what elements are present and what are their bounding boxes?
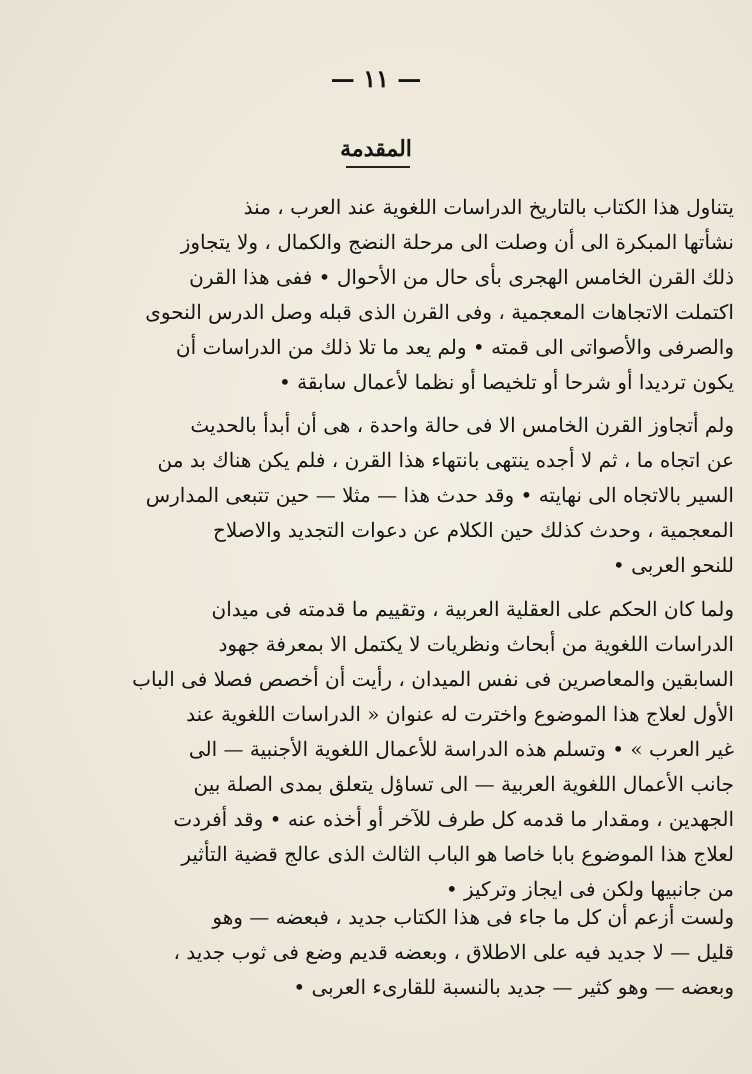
text-line: السير بالاتجاه الى نهايته • وقد حدث هذا — مثلا — حين تتبعى المدارس xyxy=(145,483,734,507)
text-line: غير العرب » • وتسلم هذه الدراسة للأعمال اللغوية الأجنبية — الى xyxy=(188,737,734,761)
text-line: لعلاج هذا الموضوع بابا خاصا هو الباب الثالث الذى عالج قضية التأثير xyxy=(181,842,734,866)
text-line: المعجمية ، وحدث كذلك حين الكلام عن دعوات التجديد والاصلاح xyxy=(212,518,734,542)
text-line: ذلك القرن الخامس الهجرى بأى حال من الأحوال • ففى هذا القرن xyxy=(189,265,734,289)
text-line: الجهدين ، ومقدار ما قدمه كل طرف للآخر أو أخذه عنه • وقد أفردت xyxy=(173,807,734,831)
paragraph-4 xyxy=(94,900,734,1005)
text-line: السابقين والمعاصرين فى نفس الميدان ، رأيت أن أخصص فصلا فى الباب xyxy=(132,667,734,691)
text-line: الدراسات اللغوية من أبحاث ونظريات لا يكتمل الا بمعرفة جهود xyxy=(218,632,734,656)
text-line: عن اتجاه ما ، ثم لا أجده ينتهى بانتهاء هذا القرن ، فلم يكن هناك بد من xyxy=(157,448,734,472)
text-line: جانب الأعمال اللغوية العربية — الى تساؤل يتعلق بمدى الصلة بين xyxy=(193,772,734,796)
text-line: ولم أتجاوز القرن الخامس الا فى حالة واحدة ، هى أن أبدأ بالحديث xyxy=(190,413,734,437)
text-line: يتناول هذا الكتاب بالتاريخ الدراسات اللغوية عند العرب ، منذ xyxy=(243,195,734,219)
page-title: المقدمة xyxy=(340,136,412,162)
text-line: وبعضه — وهو كثير — جديد بالنسبة للقارىء العربى • xyxy=(293,975,734,999)
page-number: — ١١ — xyxy=(330,64,422,93)
text-line: للنحو العربى • xyxy=(612,553,734,577)
title-underline xyxy=(346,166,410,168)
paragraph-3 xyxy=(94,592,734,907)
text-line: الأول لعلاج هذا الموضوع واخترت له عنوان « الدراسات اللغوية عند xyxy=(186,702,734,726)
paragraph-1 xyxy=(94,190,734,400)
text-line: من جانبيها ولكن فى ايجاز وتركيز • xyxy=(445,877,734,901)
text-line: نشأتها المبكرة الى أن وصلت الى مرحلة النضج والكمال ، ولا يتجاوز xyxy=(180,230,734,254)
text-line: اكتملت الاتجاهات المعجمية ، وفى القرن الذى قبله وصل الدرس النحوى xyxy=(145,300,734,324)
text-line: ولست أزعم أن كل ما جاء فى هذا الكتاب جديد ، فبعضه — وهو xyxy=(212,905,734,929)
text-line: يكون ترديدا أو شرحا أو تلخيصا أو نظما لأعمال سابقة • xyxy=(278,370,734,394)
text-line: ولما كان الحكم على العقلية العربية ، وتقييم ما قدمته فى ميدان xyxy=(211,597,734,621)
text-line: والصرفى والأصواتى الى قمته • ولم يعد ما تلا ذلك من الدراسات أن xyxy=(175,335,734,359)
paragraph-2 xyxy=(94,408,734,583)
text-line: قليل — لا جديد فيه على الاطلاق ، وبعضه قديم وضع فى ثوب جديد ، xyxy=(173,940,734,964)
